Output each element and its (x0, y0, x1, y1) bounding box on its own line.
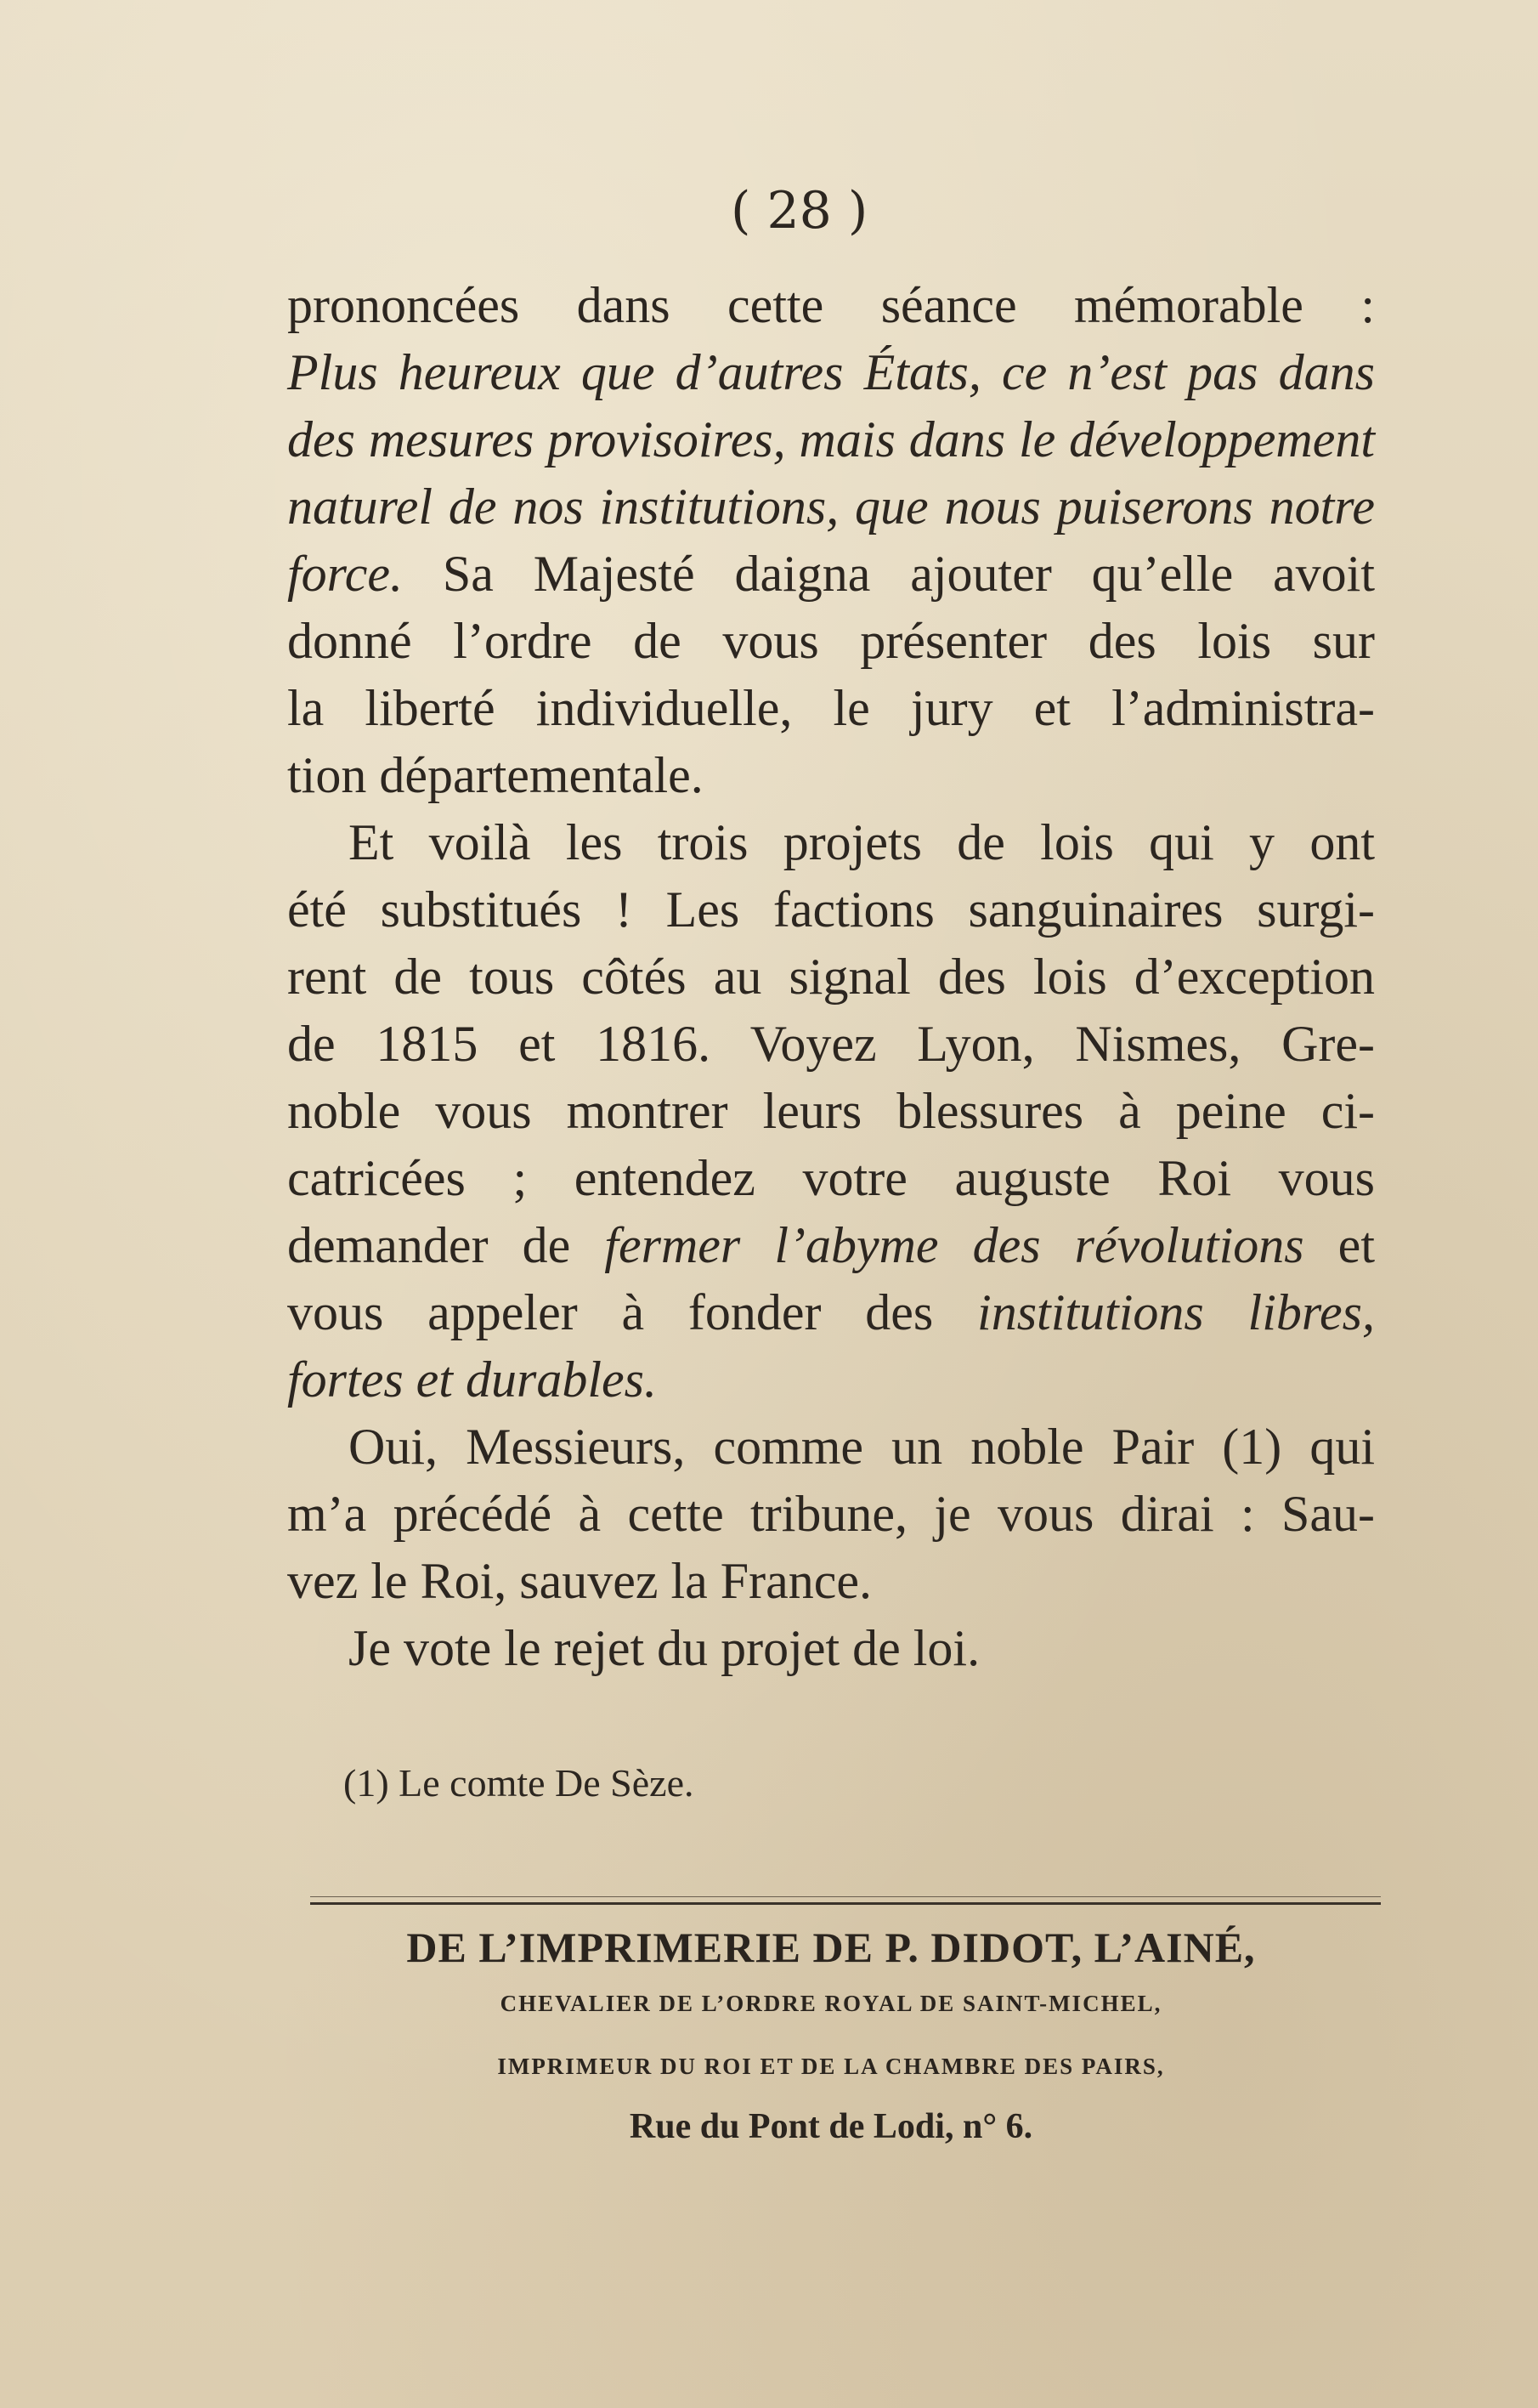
roman-text: Et voilà les trois projets de lois qui y ont (348, 814, 1375, 870)
roman-text: donné l’ordre de vous présenter des lois sur (287, 613, 1375, 669)
text-line (287, 742, 1375, 809)
roman-text: Oui, Messieurs, comme un noble Pair (1) qui (348, 1419, 1375, 1475)
roman-text: la liberté individuelle, le jury et l’administra- (287, 680, 1375, 736)
text-line (287, 608, 1375, 675)
text-line (287, 473, 1375, 541)
text-line (287, 272, 1375, 339)
page-number: ( 28 ) (731, 181, 868, 241)
footnote: (1) Le comte De Sèze. (343, 1761, 694, 1805)
italic-text: naturel de nos institutions, que nous puiserons notre (287, 479, 1375, 535)
roman-text: de 1815 et 1816. Voyez Lyon, Nismes, Gre- (287, 1016, 1375, 1072)
italic-text: Plus heureux que d’autres États, ce n’est pas dans (287, 344, 1375, 400)
text-line (287, 1346, 1375, 1414)
text-line (287, 1212, 1375, 1279)
imprint-printer: DE L’IMPRIMERIE DE P. DIDOT, L’AINÉ, (406, 1924, 1256, 1971)
body-text (287, 272, 1375, 1682)
roman-text: Sa Majesté daigna ajouter qu’elle avoit (403, 546, 1375, 602)
imprint-title-imprimeur: IMPRIMEUR DU ROI ET DE LA CHAMBRE DES PAIRS, (497, 2054, 1165, 2079)
separator-rule (310, 1902, 1381, 1905)
text-line (287, 1145, 1375, 1212)
imprint-title-chevalier: CHEVALIER DE L’ORDRE ROYAL DE SAINT-MICHEL, (500, 1991, 1162, 2016)
italic-text: des mesures provisoires, mais dans le développement (287, 411, 1375, 467)
text-line (287, 876, 1375, 943)
roman-text: vez le Roi, sauvez la France. (287, 1553, 873, 1609)
text-line (287, 943, 1375, 1011)
text-line (287, 1078, 1375, 1145)
imprint-address: Rue du Pont de Lodi, n° 6. (629, 2107, 1033, 2146)
separator-rule-thin (310, 1896, 1381, 1897)
text-line (287, 541, 1375, 608)
text-line (287, 1414, 1375, 1481)
roman-text: été substitués ! Les factions sanguinaires surgi- (287, 881, 1375, 938)
italic-text: force. (287, 546, 404, 602)
text-line (287, 406, 1375, 473)
roman-text: demander de (287, 1217, 605, 1273)
italic-text: fortes et durables. (287, 1351, 657, 1408)
roman-text: et (1303, 1217, 1375, 1273)
text-line (287, 1615, 1375, 1682)
roman-text: Je vote le rejet du projet de loi. (348, 1620, 981, 1676)
roman-text: prononcées dans cette séance mémorable : (287, 277, 1375, 333)
text-line (287, 1548, 1375, 1615)
roman-text: vous appeler à fonder des (287, 1284, 978, 1340)
roman-text: rent de tous côtés au signal des lois d’exception (287, 949, 1375, 1005)
roman-text: noble vous montrer leurs blessures à peine ci- (287, 1083, 1375, 1139)
text-line (287, 1279, 1375, 1346)
text-line (287, 1011, 1375, 1078)
text-line (287, 675, 1375, 742)
text-line (287, 809, 1375, 876)
italic-text: fermer l’abyme des révolutions (604, 1217, 1304, 1273)
roman-text: m’a précédé à cette tribune, je vous dirai : Sau- (287, 1486, 1375, 1542)
roman-text: tion départementale. (287, 747, 704, 803)
text-line (287, 1481, 1375, 1548)
text-line (287, 339, 1375, 406)
roman-text: catricées ; entendez votre auguste Roi vous (287, 1150, 1375, 1206)
italic-text: institutions libres, (977, 1284, 1375, 1340)
